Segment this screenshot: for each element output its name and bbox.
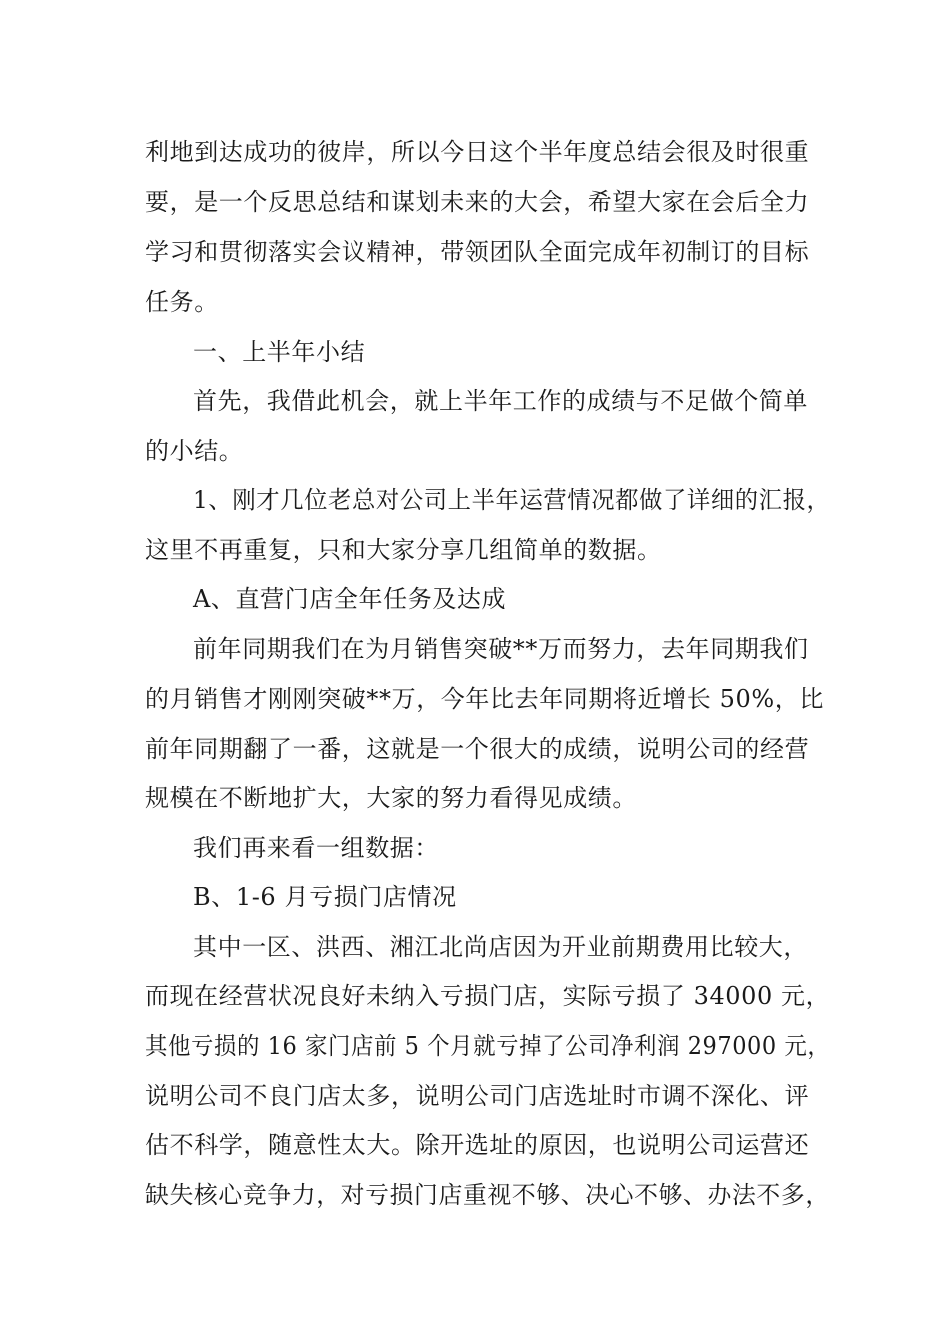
text-line: 规模在不断地扩大，大家的努力看得见成绩。 xyxy=(145,784,637,812)
text-line: 前年同期翻了一番，这就是一个很大的成绩，说明公司的经营 xyxy=(145,735,810,763)
text-line: 我们再来看一组数据： xyxy=(193,834,439,862)
text-line: 利地到达成功的彼岸，所以今日这个半年度总结会很及时很重 xyxy=(145,138,810,166)
text-line: 说明公司不良门店太多，说明公司门店选址时市调不深化、评 xyxy=(145,1082,810,1110)
subsection-heading: B、1-6 月亏损门店情况 xyxy=(193,883,457,911)
text-line: 的小结。 xyxy=(145,437,244,465)
text-line: 缺失核心竞争力，对亏损门店重视不够、决心不够、办法不多， xyxy=(145,1181,830,1209)
subsection-heading: A、直营门店全年任务及达成 xyxy=(193,585,507,613)
text-line: 的月销售才刚刚突破**万，今年比去年同期将近增长 50%，比 xyxy=(145,685,824,713)
text-line: 估不科学，随意性太大。除开选址的原因，也说明公司运营还 xyxy=(145,1131,810,1159)
section-heading: 一、上半年小结 xyxy=(193,338,366,366)
text-line: 这里不再重复，只和大家分享几组简单的数据。 xyxy=(145,536,662,564)
text-line: 而现在经营状况良好未纳入亏损门店，实际亏损了 34000 元， xyxy=(145,982,831,1010)
text-line: 其中一区、洪西、湘江北尚店因为开业前期费用比较大， xyxy=(193,933,808,961)
text-line: 学习和贯彻落实会议精神，带领团队全面完成年初制订的目标 xyxy=(145,238,810,266)
text-line: 1、刚才几位老总对公司上半年运营情况都做了详细的汇报， xyxy=(193,486,831,514)
text-line: 要，是一个反思总结和谋划未来的大会，希望大家在会后全力 xyxy=(145,188,810,216)
text-line: 任务。 xyxy=(145,288,219,316)
text-line: 首先，我借此机会，就上半年工作的成绩与不足做个简单 xyxy=(193,387,808,415)
text-line: 前年同期我们在为月销售突破**万而努力，去年同期我们 xyxy=(193,635,809,663)
text-line: 其他亏损的 16 家门店前 5 个月就亏掉了公司净利润 297000 元， xyxy=(145,1032,831,1060)
